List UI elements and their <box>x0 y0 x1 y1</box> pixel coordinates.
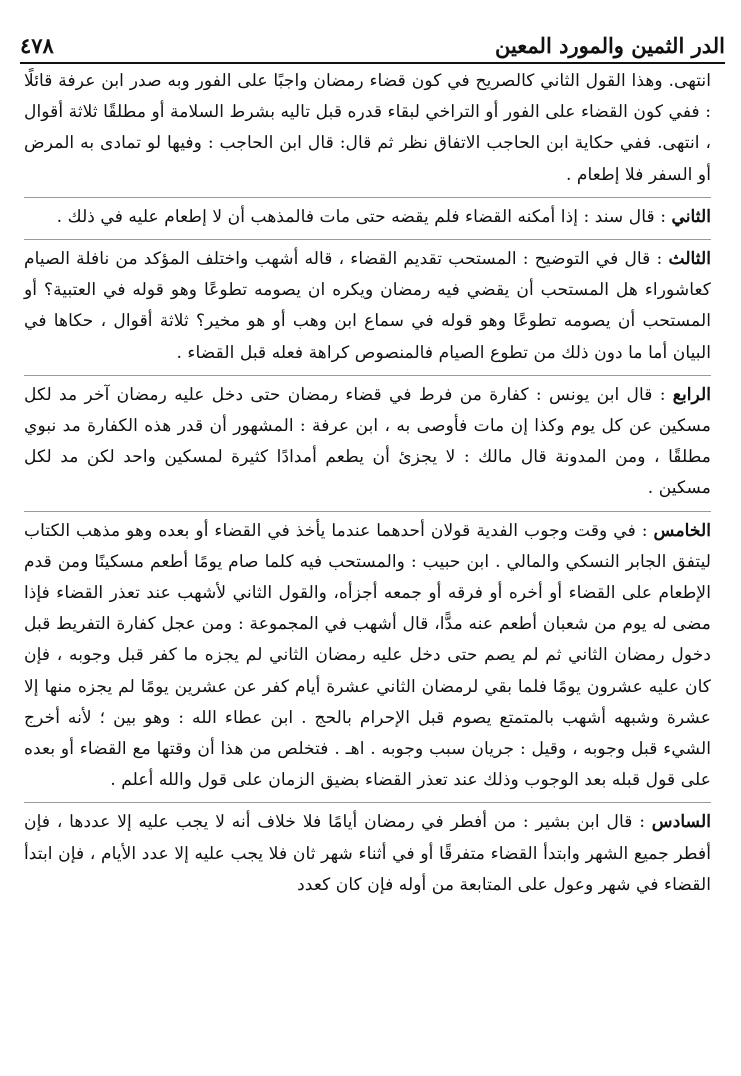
paragraph-text: انتهى. وهذا القول الثاني كالصريح في كون قضاء رمضان واجبًا على الفور وبه صدر ابن عرفة قائلًا : ففي كون القضاء على الفور أو التراخي لبقاء قدره قبل تاليه بشرط السلامة أو مطلقًا ثلاثة أقوال ، انتهى. ففي حكاية ابن الحاجب الاتفاق نظر ثم قال: قال ابن الحاجب : وفيها لو تمادى به المرض أو السفر فلا إطعام . <box>24 71 711 185</box>
paragraph-text: : في وقت وجوب الفدية قولان أحدهما عندما يأخذ في القضاء أو بعده وهو مذهب الكتاب ليتفق الجابر النسكي والمالي . ابن حبيب : والمستحب فيه كلما صام يومًا أطعم مسكينًا ومن قدم الإطعام على القضاء أو أخره أو فرقه أو جمعه أجزأه، والقول الثاني لأشهب عند تعذر القضاء فإذا مضى له يوم من شعبان أطعم عنه مدًّا، قال أشهب في المجموعة : ومن عجل كفارة التفريط قبل دخول رمضان الثاني ثم لم يصم حتى دخل عليه رمضان الثاني لم يجزه ما كفر قبل وجوبه ، فإن كان عليه عشرون يومًا فلما بقي لرمضان الثاني عشرة أيام كفر عن عشرين يومًا لم يجزه منها إلا عشرة وشبهه أشهب بالمتمتع يصوم قبل الإحرام بالحج . ابن عطاء الله : وهو بين ؛ لأنه أخرج الشيء قبل وجوبه ، وقيل : جريان سبب وجوبه . اهـ . فتخلص من هذا أن وقتها مع القضاء أو بعده على قول قبله بعد الوجوب وذلك عند تعذر القضاء بضيق الزمان على قول والله أعلم . <box>24 520 711 791</box>
paragraph-heading: الرابع <box>672 384 711 405</box>
header-rule <box>20 62 725 64</box>
paragraph-second <box>24 197 711 233</box>
paragraph-sixth <box>24 802 711 901</box>
paragraph-fourth <box>24 375 711 505</box>
paragraph-heading: الثاني <box>671 206 711 227</box>
running-title: الدر الثمين والمورد المعين <box>494 32 725 58</box>
page-number: ٤٧٨ <box>20 32 54 58</box>
paragraph-text: : قال ابن بشير : من أفطر في رمضان أيامًا فلا خلاف أنه لا يجب عليه إلا عددها ، فإن أفطر جميع الشهر وابتدأ القضاء متفرقًا أو في أثناء شهر ثان فلا يجب عليه إلا عدد الأيام ، فإن ابتدأ القضاء في شهر وعول على المتابعة من أوله فإن كان كعدد <box>24 812 711 895</box>
paragraph-text: : قال في التوضيح : المستحب تقديم القضاء ، قاله أشهب واختلف المؤكد من نافلة الصيام كعاشوراء هل المستحب أن يقضي فيه رمضان ويكره ان يصومه تطوعًا وهو قوله في العتبية؟ أو المستحب أن يصومه تطوعًا وهو قوله في سماع ابن وهب أو هو مخير؟ ثلاثة أقوال ، حكاها في البيان أما ما دون ذلك من تطوع الصيام فالمنصوص كراهة فعله قبل القضاء . <box>24 249 711 363</box>
paragraph-third <box>24 239 711 369</box>
paragraph-heading: السادس <box>651 812 711 833</box>
paragraph-text: : قال سند : إذا أمكنه القضاء فلم يقضه حتى مات فالمذهب أن لا إطعام عليه في ذلك . <box>56 206 672 227</box>
page-header <box>20 30 725 60</box>
paragraph-heading: الخامس <box>653 520 711 541</box>
paragraph-continuation <box>24 66 711 191</box>
paragraph-heading: الثالث <box>668 249 711 270</box>
body-text <box>24 66 711 901</box>
paragraph-fifth <box>24 511 711 797</box>
paragraph-text: : قال ابن يونس : كفارة من فرط في قضاء رمضان حتى دخل عليه رمضان آخر مد لكل مسكين عن كل يوم وكذا إن مات فأوصى به ، ابن عرفة : المشهور أن قدر هذه الكفارة مد نبوي مطلقًا ، ومن المدونة قال مالك : لا يجزئ أن يطعم أمدادًا كثيرة لمسكين واحد لكن مد لكل مسكين . <box>24 384 711 499</box>
